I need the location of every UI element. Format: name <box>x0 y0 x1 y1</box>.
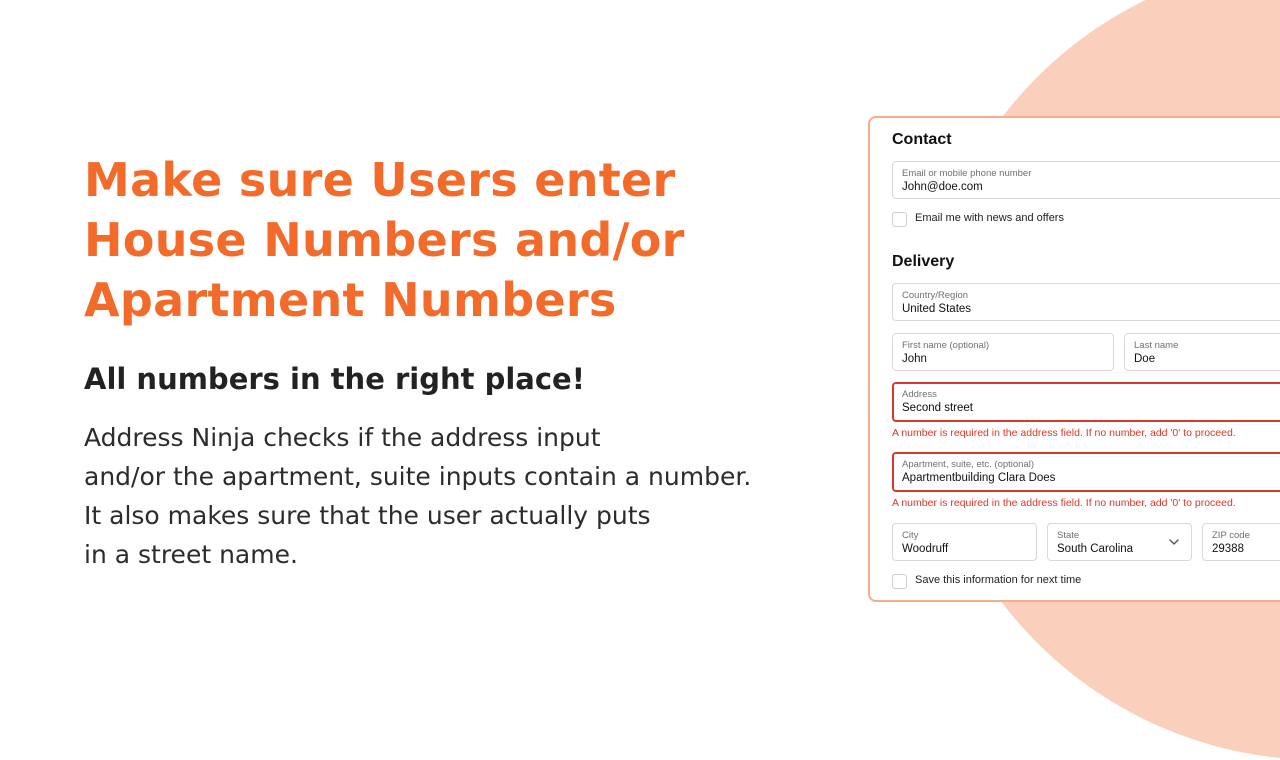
newsletter-label: Email me with news and offers <box>915 212 1064 224</box>
email-label: Email or mobile phone number <box>902 168 1032 179</box>
first-name-label: First name (optional) <box>902 340 990 351</box>
country-label: Country/Region <box>902 290 969 301</box>
last-name-label: Last name <box>1134 340 1179 351</box>
last-name-field[interactable] <box>1124 333 1280 371</box>
zip-field[interactable] <box>1202 523 1280 561</box>
description-line: and/or the apartment, suite inputs contain a number. <box>84 462 752 491</box>
headline <box>84 150 804 330</box>
address-label: Address <box>902 389 937 400</box>
country-value: United States <box>902 303 972 315</box>
delivery-title: Delivery <box>892 253 955 270</box>
state-select[interactable] <box>1047 523 1192 561</box>
apartment-label: Apartment, suite, etc. (optional) <box>902 459 1035 470</box>
email-field[interactable] <box>892 161 1280 199</box>
city-value: Woodruff <box>902 543 949 555</box>
description <box>84 418 804 574</box>
hero-section <box>84 150 804 574</box>
first-name-field[interactable] <box>892 333 1114 371</box>
checkout-form <box>868 116 1280 602</box>
newsletter-option[interactable] <box>892 211 1192 227</box>
description-line: in a street name. <box>84 540 298 569</box>
apartment-error-message: A number is required in the address field. If no number, add '0' to proceed. <box>892 497 1236 509</box>
description-line: It also makes sure that the user actually puts <box>84 501 651 530</box>
subheadline: All numbers in the right place! <box>84 362 585 396</box>
city-label: City <box>902 530 919 541</box>
first-name-value: John <box>902 353 927 365</box>
zip-label: ZIP code <box>1212 530 1250 541</box>
state-value: South Carolina <box>1057 543 1134 555</box>
chevron-down-icon[interactable] <box>1169 538 1179 546</box>
city-field[interactable] <box>892 523 1037 561</box>
headline-line: Make sure Users enter <box>84 153 676 207</box>
apartment-value: Apartmentbuilding Clara Does <box>902 472 1056 484</box>
save-info-label: Save this information for next time <box>915 574 1082 586</box>
headline-line: Apartment Numbers <box>84 273 617 327</box>
last-name-value: Doe <box>1134 353 1156 365</box>
apartment-field[interactable] <box>892 452 1280 492</box>
description-line: Address Ninja checks if the address input <box>84 423 601 452</box>
contact-title: Contact <box>892 131 952 148</box>
save-info-checkbox[interactable] <box>892 574 907 589</box>
email-value: John@doe.com <box>902 181 983 193</box>
headline-line: House Numbers and/or <box>84 213 685 267</box>
save-info-option[interactable] <box>892 573 1192 589</box>
newsletter-checkbox[interactable] <box>892 212 907 227</box>
address-error-message: A number is required in the address field. If no number, add '0' to proceed. <box>892 427 1236 439</box>
state-label: State <box>1057 530 1080 541</box>
address-value: Second street <box>902 402 973 414</box>
address-field[interactable] <box>892 382 1280 422</box>
country-field[interactable] <box>892 283 1280 321</box>
zip-value: 29388 <box>1212 543 1244 555</box>
